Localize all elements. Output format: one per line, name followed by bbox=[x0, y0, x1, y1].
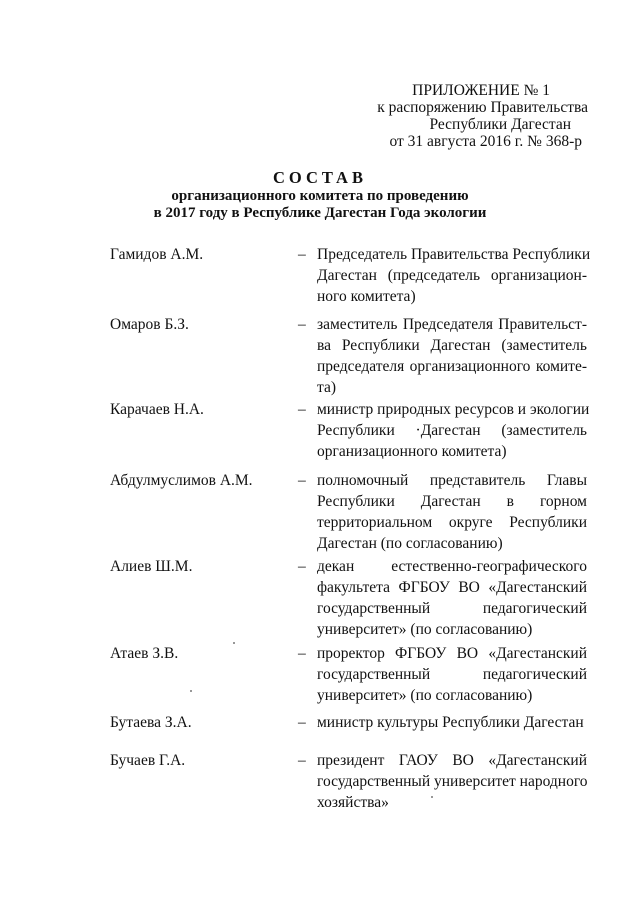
document-subtitle bbox=[0, 188, 640, 221]
member-dash: – bbox=[298, 645, 306, 662]
member-role bbox=[317, 643, 587, 706]
member-role-line: Республики Дагестан в горном bbox=[317, 493, 587, 510]
member-name: Бутаева З.А. bbox=[110, 714, 192, 731]
member-name: Гамидов А.М. bbox=[110, 246, 204, 263]
subtitle-line-2: в 2017 году в Республике Дагестан Года экологии bbox=[153, 204, 487, 221]
appendix-republic: Республики Дагестан bbox=[429, 116, 571, 133]
member-role-line: Дагестан (по согласованию) bbox=[317, 535, 503, 552]
member-role bbox=[317, 314, 587, 398]
member-role-line: президент ГАОУ ВО «Дагестанский bbox=[317, 752, 587, 769]
member-role-line: хозяйства» bbox=[317, 794, 389, 811]
document-title: СОСТАВ bbox=[273, 168, 367, 187]
appendix-number: ПРИЛОЖЕНИЕ № 1 bbox=[412, 82, 550, 99]
member-name: Абдулмуслимов А.М. bbox=[110, 472, 253, 489]
scan-speck bbox=[190, 690, 192, 692]
scan-speck bbox=[431, 796, 433, 798]
member-role-line: организационного комитета) bbox=[317, 443, 507, 460]
member-role-line: декан естественно-географического bbox=[317, 558, 587, 575]
subtitle-line-1: организационного комитета по проведению bbox=[171, 188, 469, 204]
member-role-line: министр природных ресурсов и экологии bbox=[317, 401, 590, 418]
member-name: Омаров Б.З. bbox=[110, 316, 189, 333]
scan-speck bbox=[233, 642, 235, 644]
member-role-line: университет» (по согласованию) bbox=[317, 687, 533, 704]
member-role-line: государственный педагогический bbox=[317, 666, 587, 683]
member-role-line: факультета ФГБОУ ВО «Дагестанский bbox=[317, 579, 587, 596]
appendix-reference: к распоряжению Правительства bbox=[377, 99, 588, 116]
member-role-line: полномочный представитель Главы bbox=[317, 472, 587, 489]
member-role-line: университет» (по согласованию) bbox=[317, 621, 533, 638]
member-role-line: ва Республики Дагестан (заместитель bbox=[317, 337, 587, 354]
member-role-line: та) bbox=[317, 379, 337, 396]
member-dash: – bbox=[298, 401, 306, 418]
member-name: Алиев Ш.М. bbox=[110, 558, 193, 575]
member-role-line: территориальном округе Республики bbox=[317, 514, 587, 531]
member-role-line: проректор ФГБОУ ВО «Дагестанский bbox=[317, 645, 587, 662]
member-name: Бучаев Г.А. bbox=[110, 752, 186, 769]
member-role bbox=[317, 712, 587, 733]
member-role-line: государственный университет народного bbox=[317, 773, 588, 790]
member-role-line: Председатель Правительства Республики bbox=[317, 246, 591, 263]
member-dash: – bbox=[298, 472, 306, 489]
member-dash: – bbox=[298, 752, 306, 769]
member-role-line: министр культуры Республики Дагестан bbox=[317, 714, 584, 731]
member-role-line: Республики ·Дагестан (заместитель bbox=[317, 422, 587, 439]
member-dash: – bbox=[298, 714, 306, 731]
member-role-line: Дагестан (председатель организацион- bbox=[317, 267, 587, 284]
member-role bbox=[317, 750, 587, 813]
member-role bbox=[317, 244, 591, 307]
member-role-line: государственный педагогический bbox=[317, 600, 587, 617]
member-role-line: ного комитета) bbox=[317, 288, 416, 305]
member-role-line: заместитель Председателя Правительст- bbox=[317, 316, 587, 333]
member-dash: – bbox=[298, 558, 306, 575]
appendix-block bbox=[377, 82, 588, 150]
member-dash: – bbox=[298, 246, 306, 263]
member-name: Карачаев Н.А. bbox=[110, 401, 204, 418]
member-role-line: председателя организационного комите- bbox=[317, 358, 587, 375]
appendix-date: от 31 августа 2016 г. № 368-р bbox=[389, 133, 582, 150]
member-role bbox=[317, 470, 587, 554]
member-role bbox=[317, 556, 587, 640]
member-dash: – bbox=[298, 316, 306, 333]
member-name: Атаев З.В. bbox=[110, 645, 179, 662]
member-role bbox=[317, 399, 590, 462]
